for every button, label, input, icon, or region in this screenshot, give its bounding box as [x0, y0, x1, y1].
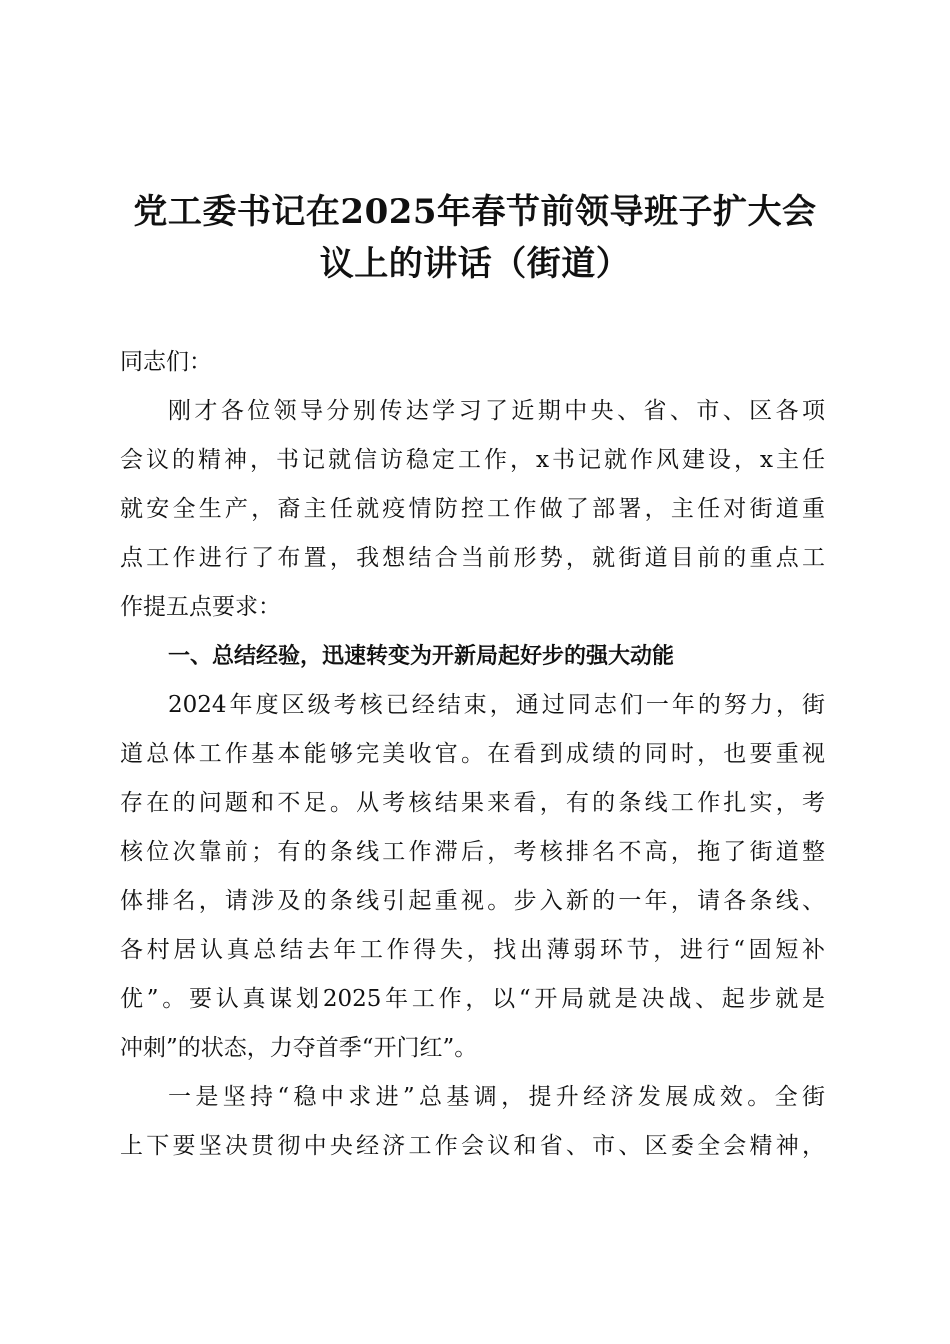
paragraph-1: [120, 387, 825, 632]
paragraph-line: 道总体工作基本能够完美收官。在看到成绩的同时，也要重视: [120, 741, 825, 767]
paragraph-line: 体排名，请涉及的条线引起重视。步入新的一年，请各条线、: [120, 888, 825, 914]
paragraph-line: 存在的问题和不足。从考核结果来看，有的条线工作扎实，考: [120, 790, 825, 816]
section-heading-1: 一、总结经验，迅速转变为开新局起好步的强大动能: [168, 644, 675, 669]
paragraph-line: 各村居认真总结去年工作得失，找出薄弱环节，进行“固短补: [120, 937, 825, 963]
title-line-2: 议上的讲话（街道）: [319, 244, 631, 284]
paragraph-3: [120, 1073, 825, 1171]
paragraph-line: 刚才各位领导分别传达学习了近期中央、省、市、区各项: [168, 398, 825, 424]
paragraph-line: 核位次靠前；有的条线工作滞后，考核排名不高，拖了街道整: [120, 839, 825, 865]
paragraph-line: 就安全生产，裔主任就疫情防控工作做了部署，主任对街道重: [120, 496, 825, 522]
paragraph-line: 优”。要认真谋划2025年工作，以“开局就是决战、起步就是: [120, 986, 825, 1012]
document-body: [120, 338, 825, 1171]
paragraph-2: [120, 681, 825, 1073]
paragraph-line: 点工作进行了布置，我想结合当前形势，就街道目前的重点工: [120, 545, 825, 571]
document-title: [120, 186, 830, 290]
greeting: 同志们：: [120, 349, 212, 375]
title-line-1: 党工委书记在2025年春节前领导班子扩大会: [133, 192, 817, 232]
paragraph-line: 2024年度区级考核已经结束，通过同志们一年的努力，街: [168, 692, 825, 718]
paragraph-line: 会议的精神，书记就信访稳定工作，x书记就作风建设，x主任: [120, 447, 825, 473]
paragraph-line: 上下要坚决贯彻中央经济工作会议和省、市、区委全会精神，: [120, 1133, 825, 1159]
paragraph-line: 冲刺”的状态，力夺首季“开门红”。: [120, 1035, 478, 1061]
paragraph-line: 作提五点要求：: [120, 594, 281, 620]
paragraph-line: 一是坚持“稳中求进”总基调，提升经济发展成效。全街: [168, 1084, 825, 1110]
